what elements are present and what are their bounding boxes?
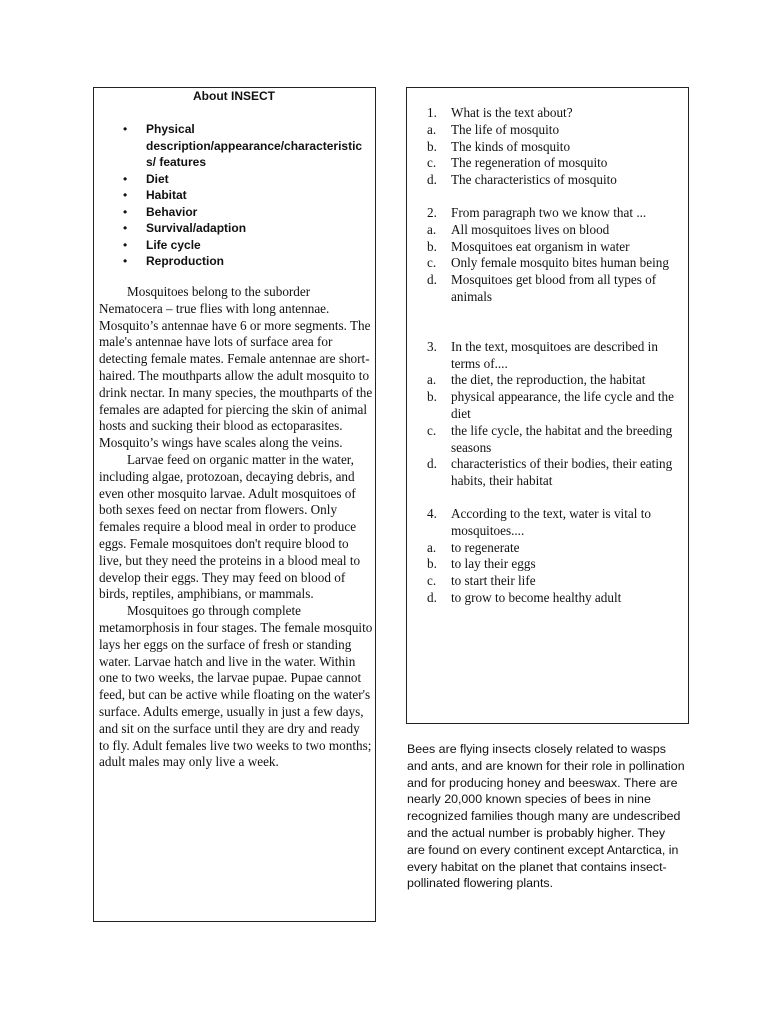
option-item: c. the life cycle, the habitat and the breeding seasons [427, 422, 673, 455]
option-item: a. to regenerate [427, 539, 520, 555]
bullet-icon: • [123, 254, 128, 268]
option-item: c. Only female mosquito bites human being [427, 255, 669, 271]
option-item: b. Mosquitoes eat organism in water [427, 238, 630, 254]
option-item: d. characteristics of their bodies, their eating habits, their habitat [427, 456, 673, 489]
option-item: c. to start their life [427, 573, 536, 589]
topic-item: • Diet [123, 171, 169, 186]
bullet-icon: • [123, 122, 128, 136]
bullet-icon: • [123, 221, 128, 235]
passage-paragraph-2: Larvae feed on organic matter in the water, including algae, protozoan, decaying debris, and even other mosquito larvae. Adult mosquitoes of both sexes feed on nectar from flowers. Only females require a blood meal in order to produce eggs. Female mosquitoes don't require blood to live, but they need the proteins in a blood meal to develop their eggs. They may feed on blood of birds, reptiles, amphibians, or mammals. [99, 451, 361, 602]
bullet-icon: • [123, 188, 128, 202]
option-item: d. to grow to become healthy adult [427, 589, 622, 605]
topic-item: • Physical description/appearance/characteristic s/ features [123, 122, 363, 169]
option-item: d. The characteristics of mosquito [427, 172, 617, 188]
option-item: c. The regeneration of mosquito [427, 155, 608, 171]
option-item: d. Mosquitoes get blood from all types of animals [427, 272, 657, 304]
question-4: 4. According to the text, water is vital to mosquitoes.... [427, 505, 651, 538]
bees-paragraph: Bees are flying insects closely related to wasps and ants, and are known for their role in pollination and for producing honey and beeswax. There are nearly 20,000 known species of bees in nine recognized families though many are undescribed and the actual number is probably higher. They are found on every continent except Antarctica, in every habitat on the planet that contains insect-pollinated flowering plants. [407, 742, 685, 891]
about-insect-heading: About INSECT [193, 89, 275, 103]
question-1: 1. What is the text about? [427, 105, 573, 120]
question-3: 3. In the text, mosquitoes are described in terms of.... [427, 338, 658, 371]
passage-paragraph-3: Mosquitoes go through complete metamorphosis in four stages. The female mosquito lays her eggs on the surface of fresh or standing water. Larvae hatch and live in the water. Within one to two weeks, the larvae pupae. Pupae cannot feed, but can be active while floating on the water's surface. Adults emerge, usually in just a few days, and sit on the surface until they are dry and ready to fly. Adult females live two weeks to two months; adult males may only live a week. [99, 603, 373, 770]
option-item: a. the diet, the reproduction, the habitat [427, 372, 646, 388]
option-item: a. All mosquitoes lives on blood [427, 221, 610, 237]
topic-item: • Behavior [123, 204, 198, 219]
bullet-icon: • [123, 237, 128, 252]
question-2: 2. From paragraph two we know that ... [427, 204, 647, 220]
question-list [427, 105, 685, 607]
topic-item: • Life cycle [123, 237, 201, 252]
topic-item: • Habitat [123, 188, 187, 202]
option-item: b. to lay their eggs [427, 556, 536, 572]
bullet-icon: • [123, 171, 128, 186]
option-item: b. physical appearance, the life cycle and the diet [427, 389, 674, 421]
mosquito-passage [99, 284, 373, 771]
passage-paragraph-1: Mosquitoes belong to the suborder Nematocera – true flies with long antennae. Mosquito’s antennae have 6 or more segments. The male's antennae have lots of surface area for detecting female mates. Female antennae are short-haired. The mouthparts allow the adult mosquito to drink nectar. In many species, the mouthparts of the females are adapted for piercing the skin of animal hosts and sucking their blood as ectoparasites. Mosquito’s wings have scales along the veins. [99, 284, 373, 451]
option-item: b. The kinds of mosquito [427, 138, 571, 154]
topic-item: • Survival/adaption [123, 221, 247, 235]
bullet-icon: • [123, 204, 128, 219]
topic-item: • Reproduction [123, 254, 224, 268]
option-item: a. The life of mosquito [427, 121, 560, 137]
topic-list [123, 121, 373, 270]
